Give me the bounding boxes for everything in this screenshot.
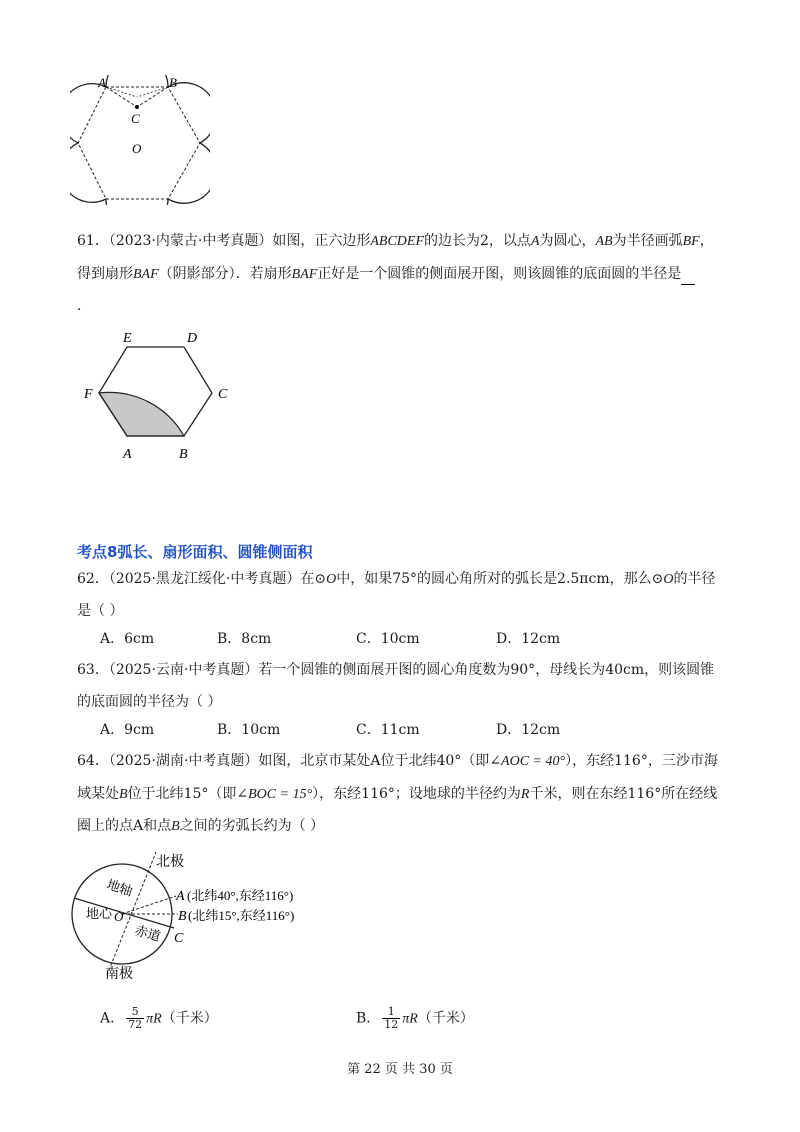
q62-option-d[interactable]: D．12cm bbox=[496, 631, 561, 647]
fraction: $\frac{5}{72}$ bbox=[128, 1005, 143, 1031]
point-c-label: C bbox=[174, 931, 184, 946]
section-title: 考点8弧长、扇形面积、圆锥侧面积 bbox=[77, 543, 313, 561]
q62-option-b[interactable]: B．8cm bbox=[217, 631, 272, 647]
q63-line1: 63．（2025·云南·中考真题）若一个圆锥的侧面展开图的圆心角度数为90°，母线长为40cm，则该圆锥 bbox=[77, 662, 715, 678]
fig1-label-c: C bbox=[131, 111, 140, 126]
fig2-label-e: E bbox=[123, 331, 132, 346]
q64-option-b[interactable]: B． $\frac{1}{12}$ πR（千米） bbox=[356, 1005, 474, 1031]
figure-earth bbox=[70, 848, 330, 980]
q63-option-d[interactable]: D．12cm bbox=[496, 722, 561, 738]
fig1-label-o: O bbox=[132, 141, 142, 156]
q61-line3: . bbox=[77, 298, 82, 314]
q62-option-c[interactable]: C．10cm bbox=[356, 631, 420, 647]
q63-option-a[interactable]: A．9cm bbox=[100, 722, 155, 738]
point-a-label: A bbox=[176, 889, 185, 904]
center-label: 地心 bbox=[86, 906, 113, 921]
fig2-label-d: D bbox=[187, 331, 198, 346]
q62-line2: 是（ ） bbox=[77, 603, 124, 619]
q64-option-a[interactable]: A． $\frac{5}{72}$ πR（千米） bbox=[100, 1005, 218, 1031]
fig2-label-c: C bbox=[218, 387, 228, 402]
q62-line1: 62．（2025·黑龙江绥化·中考真题）在⊙O中，如果75°的圆心角所对的弧长是2.5πcm，那么⊙O的半径 bbox=[77, 571, 716, 587]
equator-label: 赤道 bbox=[133, 922, 163, 945]
fig1-label-a: A bbox=[98, 75, 106, 90]
axis-label: 地轴 bbox=[105, 876, 135, 899]
q63-option-c[interactable]: C．11cm bbox=[356, 722, 420, 738]
q64-line2: 域某处B位于北纬15°（即∠BOC = 15°），东经116°；设地球的半径约为R千米，则在东经116°所在经线 bbox=[77, 786, 718, 802]
center-o-label: O bbox=[114, 909, 124, 924]
q63-line2: 的底面圆的半径为（ ） bbox=[77, 694, 222, 710]
south-pole-label: 南极 bbox=[105, 967, 133, 980]
q61-line2: 得到扇形BAF（阴影部分）．若扇形BAF正好是一个圆锥的侧面展开图，则该圆锥的底面圆的半径是 bbox=[77, 264, 695, 285]
point-b-label: B bbox=[178, 909, 187, 924]
q61-line1: 61．（2023·内蒙古·中考真题）如图，正六边形ABCDEF的边长为2，以点A为圆心，AB为半径画弧BF， bbox=[77, 233, 714, 249]
fig2-label-a: A bbox=[123, 447, 132, 462]
north-pole-label: 北极 bbox=[156, 855, 184, 870]
fig2-label-b: B bbox=[179, 447, 188, 462]
page-footer: 第 22 页 共 30 页 bbox=[347, 1062, 453, 1077]
q63-option-b[interactable]: B．10cm bbox=[217, 722, 281, 738]
q64-line1: 64．（2025·湖南·中考真题）如图，北京市某处A位于北纬40°（即∠AOC = 40°），东经116°，三沙市海 bbox=[77, 753, 718, 769]
fraction: $\frac{1}{12}$ bbox=[384, 1005, 399, 1031]
point-a-coord: (北纬40°,东经116°) bbox=[187, 888, 294, 903]
q62-option-a[interactable]: A．6cm bbox=[100, 631, 155, 647]
q64-line3: 圈上的点A和点B之间的劣弧长约为（ ） bbox=[77, 818, 325, 834]
figure-flower-hexagon bbox=[70, 75, 210, 205]
fig2-label-f: F bbox=[84, 387, 93, 402]
figure-hexagon-sector bbox=[80, 325, 240, 465]
fig1-label-b: B bbox=[169, 75, 177, 90]
point-b-coord: (北纬15°,东经116°) bbox=[188, 908, 295, 923]
answer-blank[interactable] bbox=[681, 270, 695, 285]
